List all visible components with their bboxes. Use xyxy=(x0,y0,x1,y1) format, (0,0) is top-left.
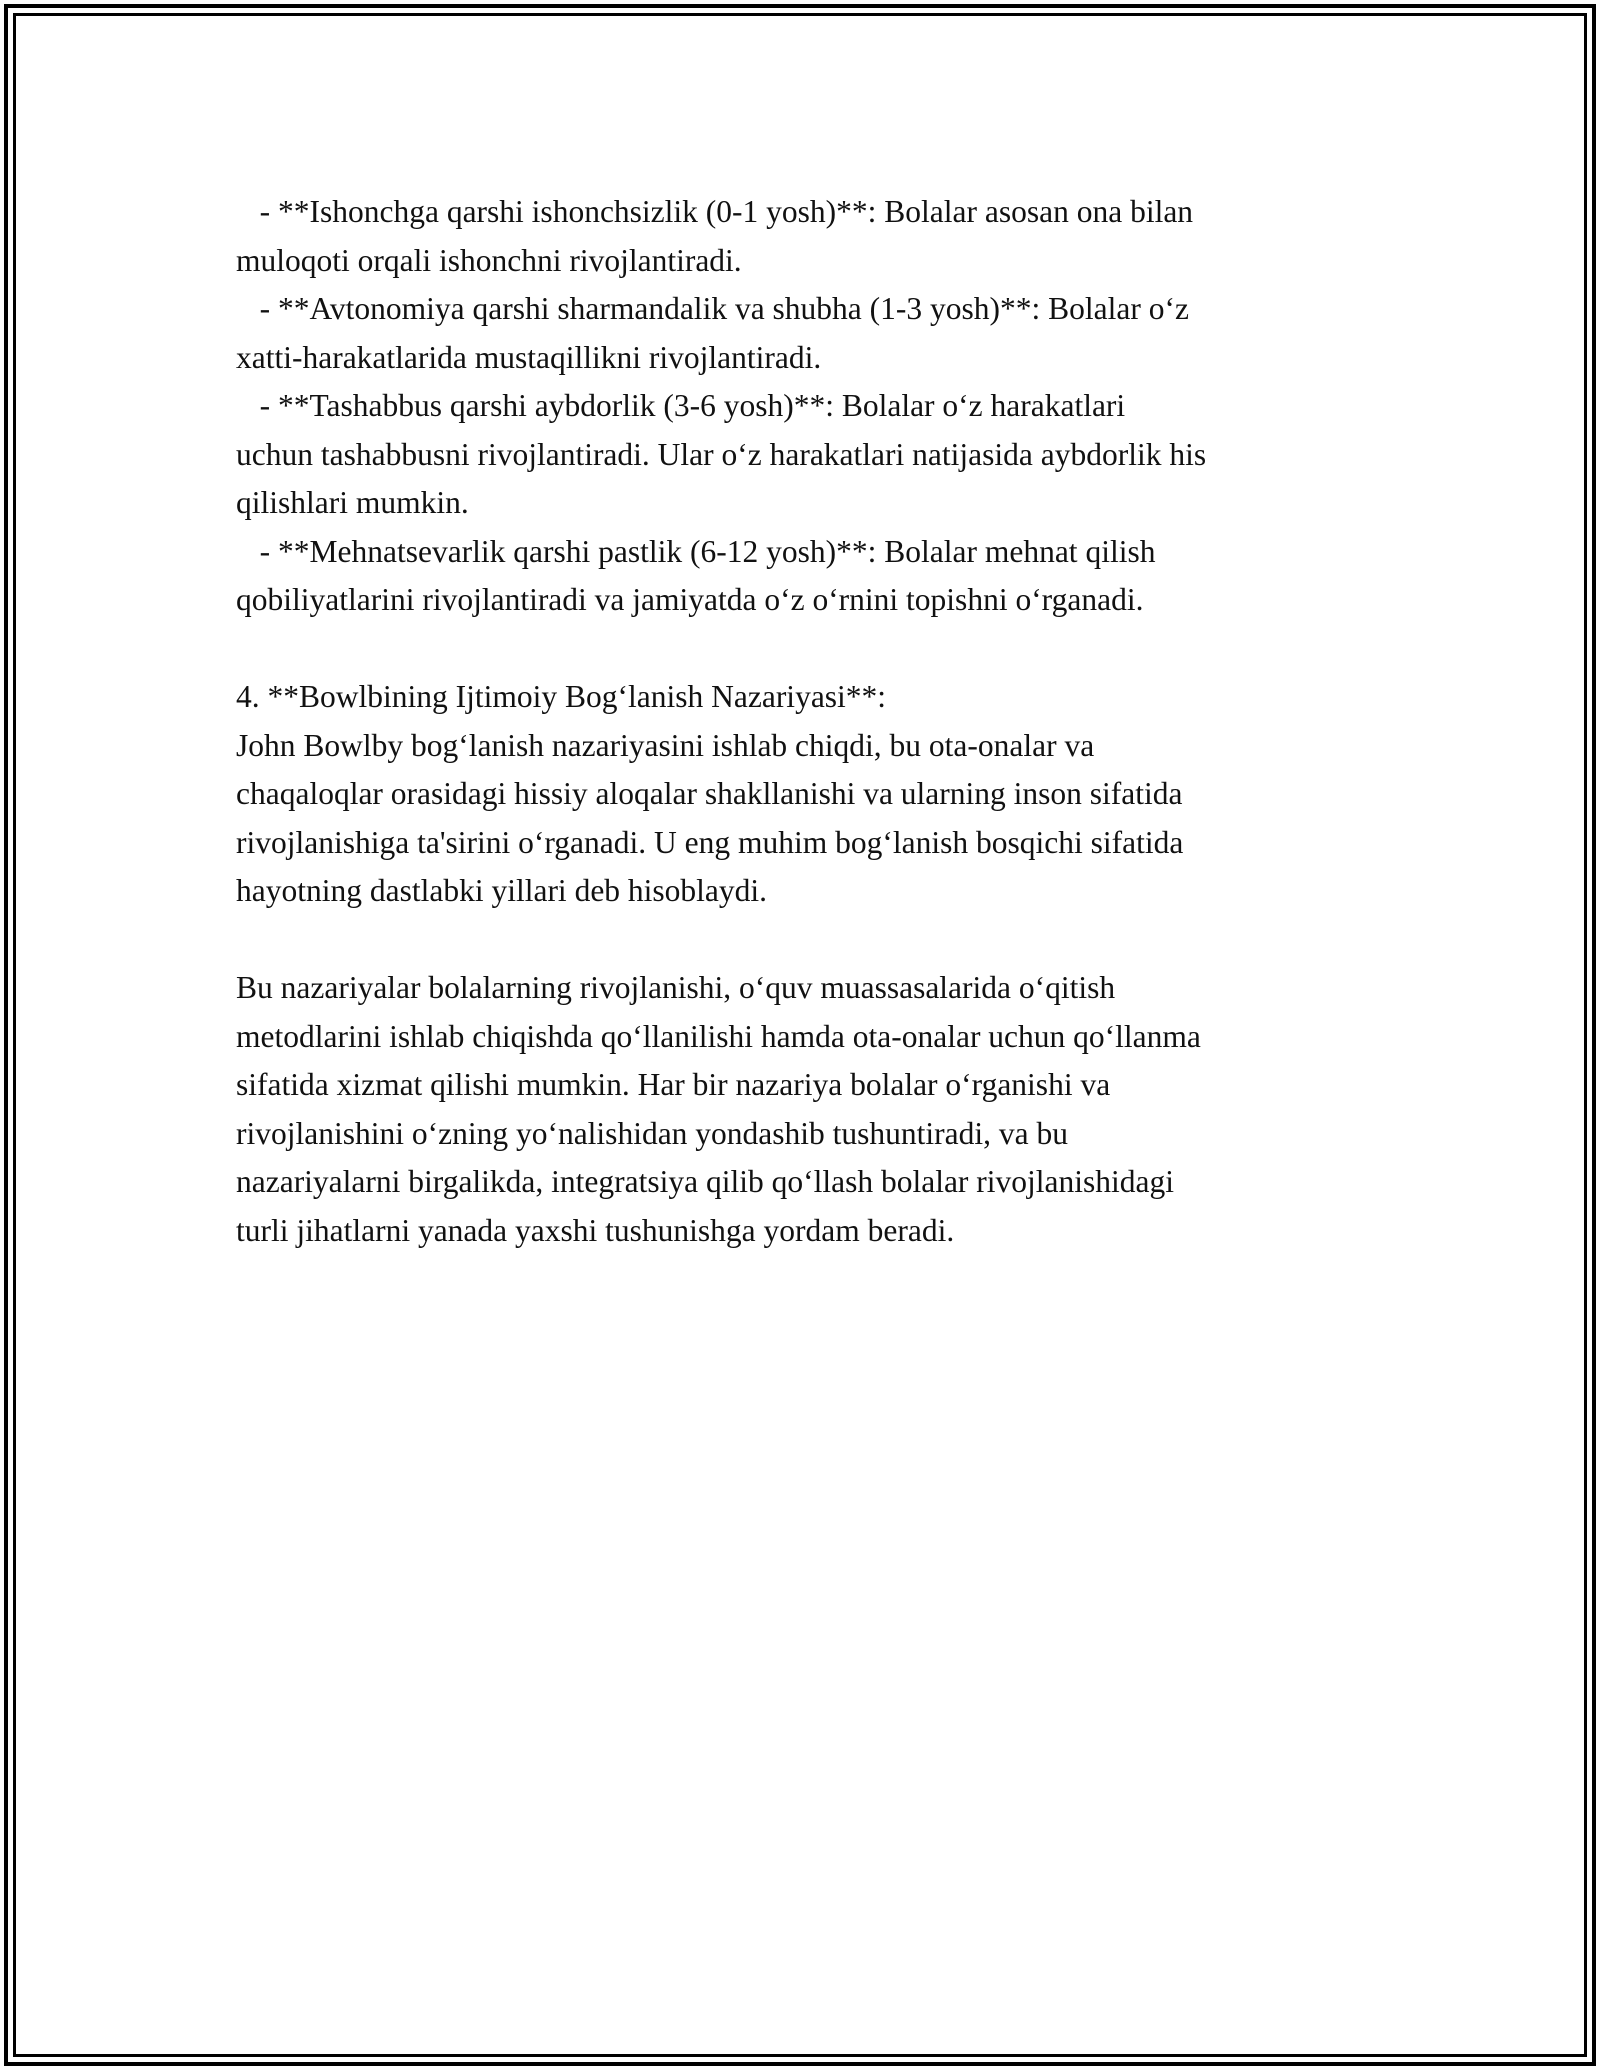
text-line: metodlarini ishlab chiqishda qo‘llanilishi hamda ota-onalar uchun qo‘llanma xyxy=(236,1018,1201,1054)
bullet-initiative xyxy=(236,382,1386,528)
conclusion-paragraph xyxy=(236,964,1386,1255)
section-heading: 4. **Bowlbining Ijtimoiy Bog‘lanish Nazariyasi**: xyxy=(236,679,887,714)
text-line: xatti-harakatlarida mustaqillikni rivojlantiradi. xyxy=(236,339,822,375)
section-4-bowlby xyxy=(236,673,1386,916)
text-line: qilishlari mumkin. xyxy=(236,485,469,520)
bullet-trust xyxy=(236,188,1386,285)
text-line: nazariyalarni birgalikda, integratsiya qilib qo‘llash bolalar rivojlanishidagi xyxy=(236,1164,1175,1199)
text-line: uchun tashabbusni rivojlantiradi. Ular o‘z harakatlari natijasida aybdorlik his xyxy=(236,436,1207,472)
document-body xyxy=(236,188,1386,1255)
text-line: sifatida xizmat qilishi mumkin. Har bir nazariya bolalar o‘rganishi va xyxy=(236,1067,1111,1102)
bullet-autonomy xyxy=(236,285,1386,382)
text-line: Bu nazariyalar bolalarning rivojlanishi, o‘quv muassasalarida o‘qitish xyxy=(236,970,1116,1005)
text-line: - **Tashabbus qarshi aybdorlik (3-6 yosh)**: Bolalar o‘z harakatlari xyxy=(236,388,1126,423)
text-line: - **Avtonomiya qarshi sharmandalik va shubha (1-3 yosh)**: Bolalar o‘z xyxy=(236,291,1189,326)
text-line: - **Ishonchga qarshi ishonchsizlik (0-1 yosh)**: Bolalar asosan ona bilan xyxy=(236,194,1194,229)
text-line: John Bowlby bog‘lanish nazariyasini ishlab chiqdi, bu ota-onalar va xyxy=(236,727,1095,763)
text-line: qobiliyatlarini rivojlantiradi va jamiyatda o‘z o‘rnini topishni o‘rganadi. xyxy=(236,582,1144,617)
text-line: turli jihatlarni yanada yaxshi tushunishga yordam beradi. xyxy=(236,1212,955,1248)
text-line: rivojlanishiga ta'sirini o‘rganadi. U eng muhim bog‘lanish bosqichi sifatida xyxy=(236,824,1184,860)
text-line: - **Mehnatsevarlik qarshi pastlik (6-12 yosh)**: Bolalar mehnat qilish xyxy=(236,533,1156,569)
text-line: muloqoti orqali ishonchni rivojlantiradi. xyxy=(236,242,742,278)
text-line: rivojlanishini o‘zning yo‘nalishidan yondashib tushuntiradi, va bu xyxy=(236,1115,1069,1151)
text-line: chaqaloqlar orasidagi hissiy aloqalar shakllanishi va ularning inson sifatida xyxy=(236,776,1183,811)
paragraph-gap xyxy=(236,916,1386,965)
paragraph-gap xyxy=(236,625,1386,674)
bullet-industry xyxy=(236,528,1386,625)
text-line: hayotning dastlabki yillari deb hisoblaydi. xyxy=(236,873,768,908)
